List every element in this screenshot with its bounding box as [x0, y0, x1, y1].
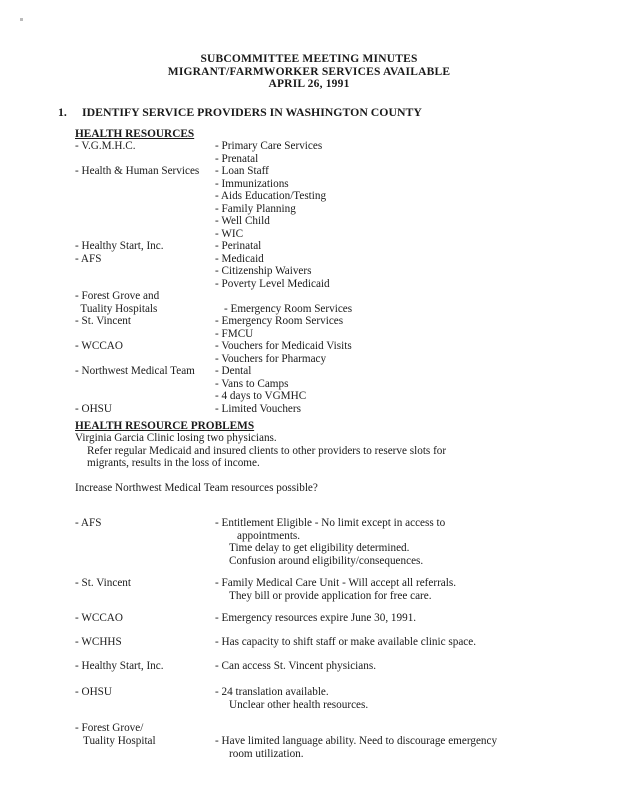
table-row	[0, 353, 618, 365]
provider-cell: - Health & Human Services	[75, 165, 200, 177]
provider-cell: - Forest Grove/	[75, 722, 144, 734]
problem-line: room utilization.	[229, 747, 304, 760]
service-cell: - Medicaid	[215, 252, 264, 265]
service-cell: - Vans to Camps	[215, 377, 289, 390]
service-cell: - Emergency Room Services	[224, 302, 353, 315]
service-cell: - Perinatal	[215, 240, 262, 252]
provider-cell: - WCCAO	[75, 340, 123, 352]
table-row	[0, 253, 618, 265]
table-row	[0, 265, 618, 277]
table-row	[0, 278, 618, 290]
provider-cell: - Healthy Start, Inc.	[75, 240, 164, 252]
problem-line: - Family Medical Care Unit - Will accept all referrals.	[215, 577, 457, 589]
table-row	[0, 165, 618, 177]
service-cell: - Dental	[215, 365, 252, 377]
provider-cell: - WCCAO	[75, 612, 123, 624]
service-cell: - Limited Vouchers	[215, 402, 301, 415]
table-row	[0, 178, 618, 190]
service-cell: - Poverty Level Medicaid	[215, 277, 330, 290]
problem-question: Increase Northwest Medical Team resources possible?	[75, 482, 318, 494]
table-row	[0, 328, 618, 340]
service-cell: - Well Child	[215, 215, 270, 227]
table-row	[0, 315, 618, 327]
provider-cell: - Forest Grove and	[75, 290, 160, 302]
document-header	[0, 53, 618, 91]
provider-cell: - WCHHS	[75, 636, 122, 648]
service-cell: - 4 days to VGMHC	[215, 390, 307, 402]
provider-cell: - AFS	[75, 252, 102, 265]
table-row	[0, 340, 618, 352]
service-cell: - Aids Education/Testing	[215, 190, 327, 202]
problem-line: Confusion around eligibility/consequences.	[229, 554, 424, 567]
problem-line: - Can access St. Vincent physicians.	[215, 660, 376, 672]
provider-cell: Tuality Hospitals	[75, 302, 158, 315]
table-row	[0, 240, 618, 252]
service-cell: - Vouchers for Medicaid Visits	[215, 340, 352, 352]
problem-intro: Virginia Garcia Clinic losing two physicians.	[75, 432, 277, 444]
scan-speck	[20, 18, 23, 21]
table-row	[0, 190, 618, 202]
service-cell: - Loan Staff	[215, 165, 269, 177]
header-title: SUBCOMMITTEE MEETING MINUTES	[200, 53, 418, 65]
header-date: APRIL 26, 1991	[268, 78, 350, 90]
table-row	[0, 153, 618, 165]
problem-line: Unclear other health resources.	[229, 698, 369, 711]
table-row	[0, 378, 618, 390]
provider-cell: - Northwest Medical Team	[75, 365, 195, 377]
service-cell: - WIC	[215, 227, 244, 240]
table-row	[0, 365, 618, 377]
table-row	[0, 403, 618, 415]
problem-line: - Has capacity to shift staff or make available clinic space.	[215, 636, 477, 648]
table-row	[0, 303, 618, 315]
provider-cell-cont: Tuality Hospital	[83, 735, 156, 747]
health-resources-heading: HEALTH RESOURCES	[75, 128, 195, 140]
table-row	[0, 140, 618, 152]
service-cell: - FMCU	[215, 327, 254, 340]
service-cell: - Citizenship Waivers	[215, 265, 312, 277]
problem-line: - Have limited language ability. Need to discourage emergency	[215, 735, 498, 747]
service-cell: - Immunizations	[215, 177, 289, 190]
service-cell: - Emergency Room Services	[215, 315, 344, 327]
problems-heading: HEALTH RESOURCE PROBLEMS	[75, 420, 255, 432]
section-number: 1.	[58, 105, 67, 119]
problem-line: - 24 translation available.	[215, 686, 329, 698]
section-heading	[58, 106, 422, 118]
problem-line: They bill or provide application for free care.	[229, 589, 432, 602]
service-cell: - Vouchers for Pharmacy	[215, 352, 327, 365]
section-title: IDENTIFY SERVICE PROVIDERS IN WASHINGTON COUNTY	[82, 105, 422, 119]
problem-detail-cont: migrants, results in the loss of income.	[87, 457, 260, 469]
provider-cell: - V.G.M.H.C.	[75, 140, 136, 152]
provider-cell: - St. Vincent	[75, 577, 131, 589]
service-cell: - Prenatal	[215, 152, 259, 165]
header-subtitle: MIGRANT/FARMWORKER SERVICES AVAILABLE	[167, 65, 451, 78]
provider-cell: - OHSU	[75, 402, 112, 415]
problem-detail: Refer regular Medicaid and insured clients to other providers to reserve slots for	[87, 444, 447, 457]
table-row	[0, 215, 618, 227]
provider-cell: - St. Vincent	[75, 315, 131, 327]
problem-line: - Emergency resources expire June 30, 1991.	[215, 612, 417, 624]
provider-cell: - Healthy Start, Inc.	[75, 660, 164, 672]
problem-line: - Entitlement Eligible - No limit except in access to	[215, 517, 446, 529]
table-row	[0, 203, 618, 215]
table-row	[0, 390, 618, 402]
service-cell: - Primary Care Services	[215, 140, 323, 152]
table-row	[0, 290, 618, 302]
table-row	[0, 228, 618, 240]
provider-cell: - AFS	[75, 517, 102, 529]
service-cell: - Family Planning	[215, 202, 296, 215]
problem-line: Time delay to get eligibility determined.	[229, 542, 410, 554]
problem-line: appointments.	[237, 529, 301, 542]
provider-cell: - OHSU	[75, 686, 112, 698]
